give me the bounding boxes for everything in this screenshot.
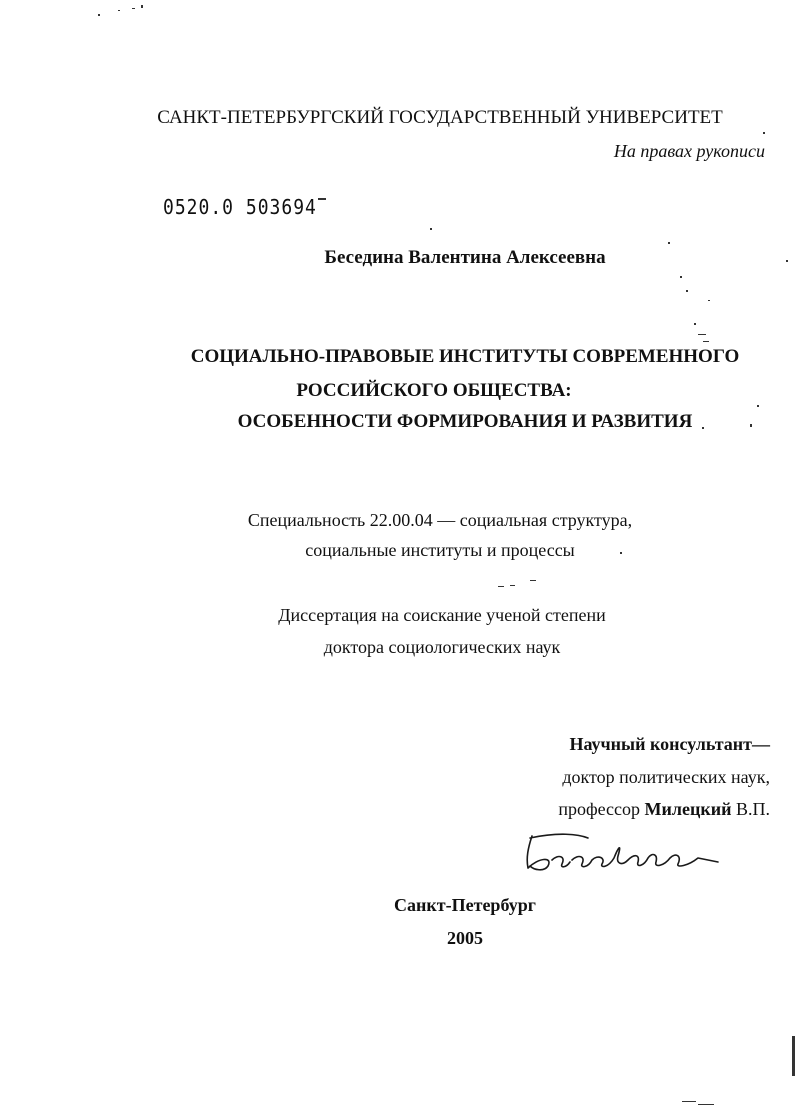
consultant-surname: Милецкий bbox=[644, 799, 732, 819]
dissertation-title-line-1: СОЦИАЛЬНО-ПРАВОВЫЕ ИНСТИТУТЫ СОВРЕМЕННОГО bbox=[190, 346, 740, 367]
dissertation-title-line-3: ОСОБЕННОСТИ ФОРМИРОВАНИЯ И РАЗВИТИЯ bbox=[237, 411, 693, 432]
consultant-initials: В.П. bbox=[735, 799, 770, 819]
year: 2005 bbox=[447, 928, 483, 948]
degree-sought-line-1: Диссертация на соискание ученой степени bbox=[278, 605, 606, 625]
university-name: САНКТ-ПЕТЕРБУРГСКИЙ ГОСУДАРСТВЕННЫЙ УНИВЕРСИТЕТ bbox=[157, 107, 723, 128]
catalog-code: 0520.0 503694 bbox=[163, 195, 317, 220]
city: Санкт-Петербург bbox=[394, 895, 536, 915]
degree-sought-line-2: доктора социологических наук bbox=[323, 637, 561, 657]
specialty-line-2: социальные институты и процессы bbox=[305, 540, 575, 560]
manuscript-note: На правах рукописи bbox=[613, 141, 765, 161]
consultant-degree: доктор политических наук, bbox=[562, 767, 770, 787]
consultant-label: Научный консультант— bbox=[569, 734, 770, 754]
dissertation-title-line-2: РОССИЙСКОГО ОБЩЕСТВА: bbox=[296, 380, 572, 401]
specialty-line-1: Специальность 22.00.04 — социальная структура, bbox=[247, 510, 633, 530]
handwritten-signature bbox=[518, 828, 728, 878]
consultant-name-line bbox=[558, 800, 770, 818]
consultant-position: профессор bbox=[558, 799, 641, 819]
author-name: Беседина Валентина Алексеевна bbox=[324, 247, 606, 268]
